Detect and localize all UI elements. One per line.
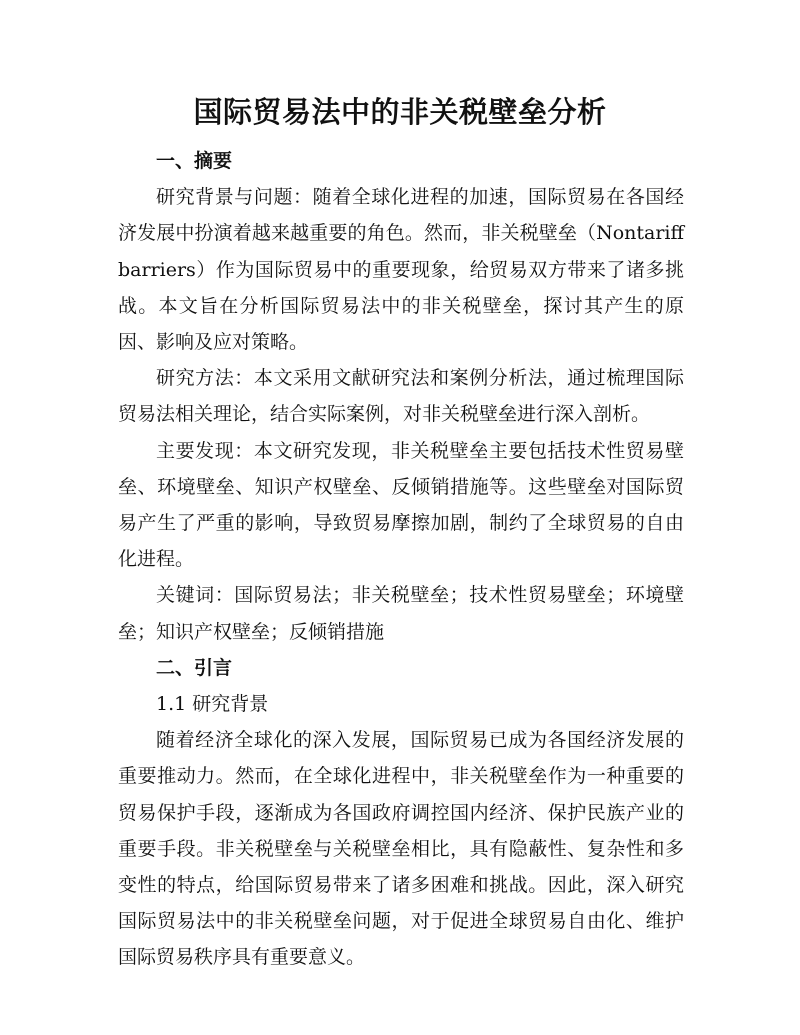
abstract-method-paragraph: 研究方法：本文采用文献研究法和案例分析法，通过梳理国际贸易法相关理论，结合实际案例，对非关税壁垒进行深入剖析。 [118, 367, 684, 426]
introduction-paragraph: 随着经济全球化的深入发展，国际贸易已成为各国经济发展的重要推动力。然而，在全球化进程中，非关税壁垒作为一种重要的贸易保护手段，逐渐成为各国政府调控国内经济、保护民族产业的重要手段。非关税壁垒与关税壁垒相比，具有隐蔽性、复杂性和多变性的特点，给国际贸易带来了诸多困难和挑战。因此，深入研究国际贸易法中的非关税壁垒问题，对于促进全球贸易自由化、维护国际贸易秩序具有重要意义。 [118, 729, 684, 969]
abstract-background-paragraph: 研究背景与问题：随着全球化进程的加速，国际贸易在各国经济发展中扮演着越来越重要的角色。然而，非关税壁垒（Nontariff barriers）作为国际贸易中的重要现象，给贸易双方带来了诸多挑战。本文旨在分析国际贸易法中的非关税壁垒，探讨其产生的原因、影响及应对策略。 [118, 186, 684, 354]
section-heading-abstract: 一、摘要 [156, 150, 233, 172]
abstract-findings-paragraph: 主要发现：本文研究发现，非关税壁垒主要包括技术性贸易壁垒、环境壁垒、知识产权壁垒、反倾销措施等。这些壁垒对国际贸易产生了严重的影响，导致贸易摩擦加剧，制约了全球贸易的自由化进程。 [118, 439, 684, 571]
document-title: 国际贸易法中的非关税壁垒分析 [193, 95, 607, 129]
section-heading-introduction: 二、引言 [156, 656, 233, 679]
document-body [118, 143, 684, 976]
abstract-keywords-paragraph: 关键词：国际贸易法；非关税壁垒；技术性贸易壁垒；环境壁垒；知识产权壁垒；反倾销措施 [118, 584, 684, 643]
subsection-heading-research-background: 1.1 研究背景 [156, 693, 269, 716]
